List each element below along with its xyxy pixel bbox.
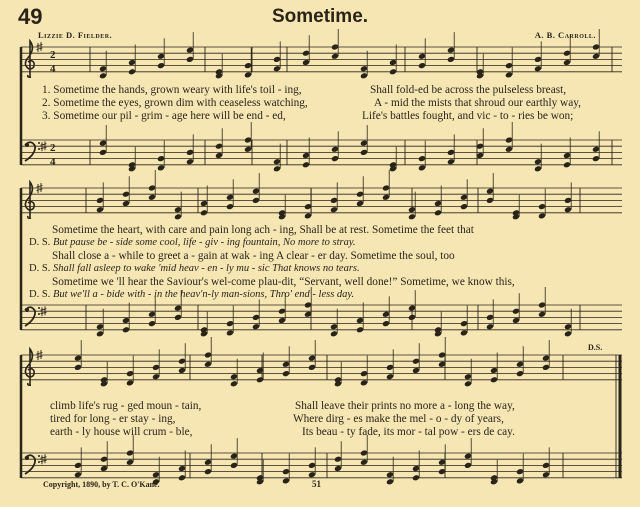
lyric-line-3-right: Its beau - ty fade, its mor - tal pow - ers de cay. <box>302 426 515 438</box>
copyright: Copyright, 1890, by T. C. O'Kane. <box>43 480 160 489</box>
time-signature-bottom: 4 <box>50 63 56 75</box>
ds-lyric-line <box>29 289 354 301</box>
bass-clef-icon <box>25 308 29 312</box>
bass-clef-dot <box>38 461 40 463</box>
composer: A. B. Carroll. <box>534 30 596 40</box>
bass-clef-icon <box>25 143 29 147</box>
lyric-line-1-left: 1. Sometime the hands, grown weary with life's toil - ing, <box>42 84 302 96</box>
lyricist: Lizzie D. Fielder. <box>38 30 113 40</box>
lyric-line-2-left: tired for long - er stay - ing, <box>50 413 176 425</box>
lyric-line-2-left: 2. Sometime the eyes, grown dim with ceaseless watching, <box>42 97 308 109</box>
time-signature-bottom: 4 <box>50 156 56 168</box>
lyric-line-1-left: climb life's rug - ged moun - tain, <box>50 400 202 412</box>
ds-text: But pause be - side some cool, life - giv - ing fountain, No more to stray. <box>52 237 356 248</box>
bass-clef-dot <box>38 313 40 315</box>
lyric-line: Sometime the heart, with care and pain long ach - ing, Shall be at rest. Sometime the feet that <box>52 224 474 236</box>
hymn-number: 49 <box>18 4 43 29</box>
time-signature-top: 2 <box>50 49 56 61</box>
bass-clef-dot <box>38 307 40 309</box>
bass-clef-dot <box>38 142 40 144</box>
time-signature-top: 2 <box>50 142 56 154</box>
ds-text: Shall fall asleep to wake 'mid heav - en - ly mu - sic That knows no tears. <box>52 263 360 274</box>
lyric-line-2-right: A - mid the mists that shroud our earthly way, <box>374 97 581 109</box>
lyric-line-1-right: Shall fold-ed be across the pulseless breast, <box>370 84 567 96</box>
bass-clef-icon <box>25 456 29 460</box>
ds-label: D. S. <box>29 289 51 300</box>
lyric-line-3-left: 3. Sometime our pil - grim - age here will be end - ed, <box>42 110 286 122</box>
ds-lyric-line <box>29 263 360 275</box>
lyric-line-3-right: Life's battles fought, and vic - to - ries be won; <box>362 110 574 122</box>
ds-label: D. S. <box>29 237 51 248</box>
lyric-line: Shall close a - while to greet a - gain at wak - ing A clear - er day. Sometime the soul, too <box>52 250 455 262</box>
hymn-title: Sometime. <box>271 6 369 27</box>
ds-mark: D.S. <box>588 343 603 352</box>
ds-label: D. S. <box>29 263 51 274</box>
bass-clef-dot <box>38 148 40 150</box>
lyric-line-3-left: earth - ly house will crum - ble, <box>50 426 193 438</box>
page-number: 51 <box>312 479 321 489</box>
ds-lyric-line <box>29 237 356 249</box>
bass-clef-dot <box>38 455 40 457</box>
lyric-line-1-right: Shall leave their prints no more a - long the way, <box>295 400 515 412</box>
lyric-line: Sometime we 'll hear the Saviour's wel-come plau-dit, “Servant, well done!” Sometime, we know this, <box>52 276 515 288</box>
lyric-line-2-right: Where dirg - es make the mel - o - dy of years, <box>293 413 504 425</box>
ds-text: But we'll a - bide with - in the heav'n-ly man-sions, Thro' end - less day. <box>52 289 355 300</box>
